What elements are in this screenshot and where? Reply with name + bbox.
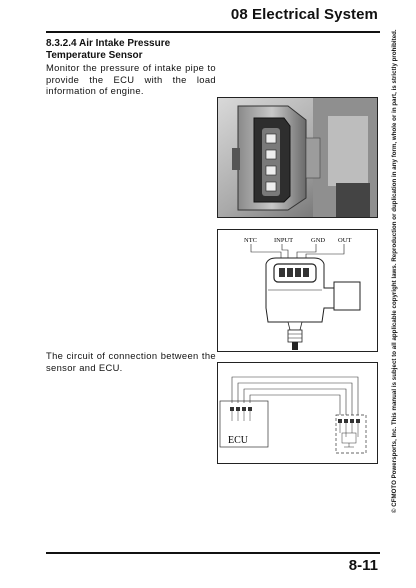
intro-paragraph: Monitor the pressure of intake pipe to provide the ECU with the load information of engine.	[46, 62, 216, 96]
sensor-pinout-figure	[217, 229, 378, 352]
circuit-drawing	[218, 363, 377, 463]
pin-label-input: INPUT	[274, 237, 294, 244]
copyright-notice: © CFMOTO Powersports, Inc. This manual is subject to all applicable copyright laws. Reproduction or duplication in any form, whole or in part, is strictly prohibited.	[391, 29, 398, 513]
page-number: 8-11	[348, 557, 378, 574]
pin-label-out: OUT	[338, 237, 352, 244]
sensor-photo-drawing	[218, 98, 377, 217]
chapter-title: 08 Electrical System	[230, 6, 378, 23]
sensor-photo	[217, 97, 378, 218]
circuit-diagram	[217, 362, 378, 464]
sensor-pinout-drawing	[218, 230, 377, 351]
pin-label-gnd: GND	[311, 237, 326, 244]
circuit-caption: The circuit of connection between the sensor and ECU.	[46, 350, 216, 373]
footer-divider	[46, 552, 380, 554]
pin-label-ntc: NTC	[244, 237, 257, 244]
ecu-label: ECU	[228, 435, 248, 446]
section-title: 8.3.2.4 Air Intake Pressure Temperature Sensor	[46, 38, 171, 61]
header-divider	[46, 31, 380, 33]
